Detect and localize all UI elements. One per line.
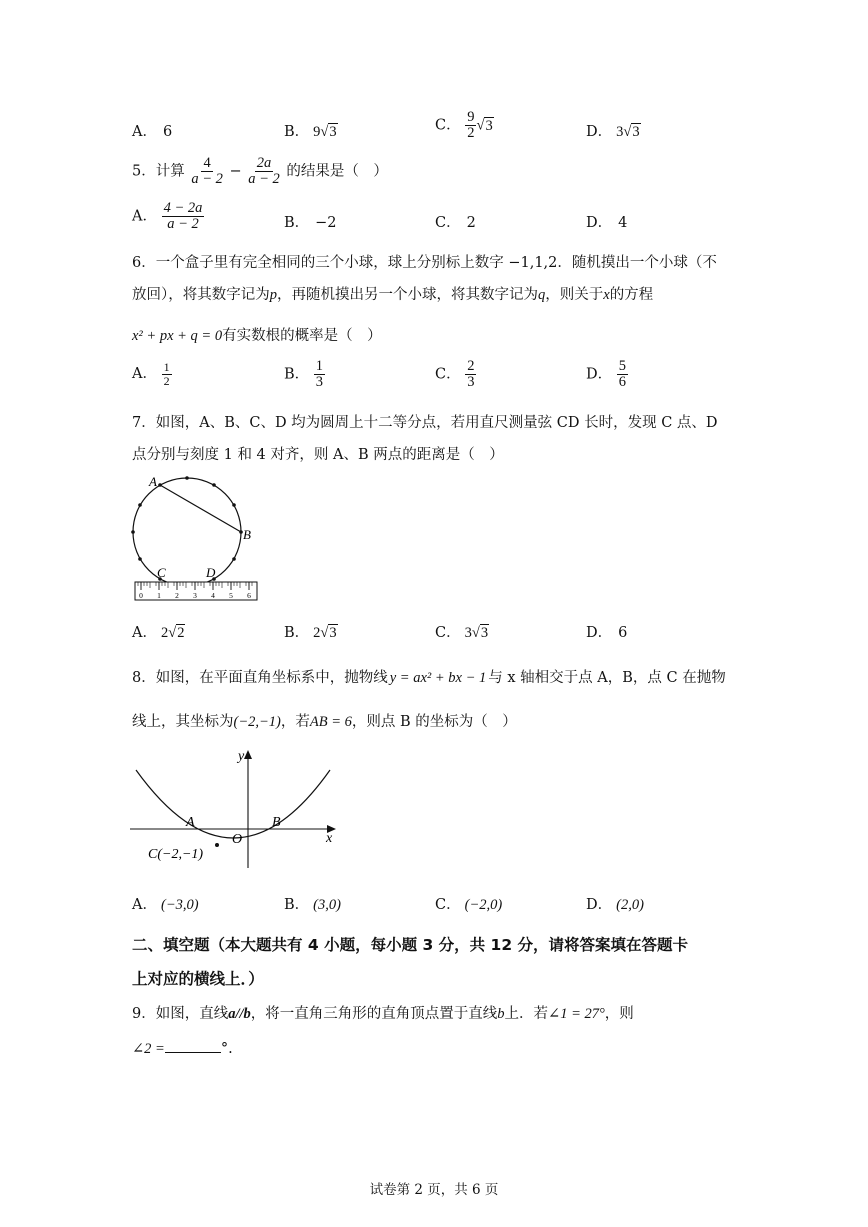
q8-label-a: A — [186, 815, 195, 830]
q8-label-c: C(−2,−1) — [148, 847, 204, 862]
q4-option-c: C． $\frac{9}{2}$ √3 — [435, 109, 493, 142]
q7-ruler-tick-3: 3 — [193, 591, 197, 600]
q8-option-c: C． (−2,0) — [435, 897, 503, 913]
q8-line1: 8．如图，在平面直角坐标系中，抛物线 y = ax² + bx − 1 与 x 轴相交于点 A，B，点 C 在抛物 — [132, 670, 726, 686]
q6-line3: x² + px + q = 0有实数根的概率是（ ） — [132, 328, 382, 344]
q8-label-y: y — [238, 749, 245, 764]
q6-line2: 放回），将其数字记为p，再随机摸出另一个小球，将其数字记为q，则关于x的方程 — [132, 287, 654, 303]
q6-option-d: D． $\frac{5}{6}$ — [586, 358, 626, 391]
section-2-heading-line2: 上对应的横线上．） — [132, 970, 264, 988]
q7-option-c: C． 3√3 — [435, 625, 489, 641]
q5-option-a: A． $\frac{4 - 2a}{a - 2}$ — [132, 200, 203, 233]
q6-option-b: B． $\frac{1}{3}$ — [284, 358, 324, 391]
q7-ruler-tick-1: 1 — [157, 591, 161, 600]
q5-stem: 5．计算 $\frac{4}{a - 2}$ − $\frac{2a}{a - 2}$ 的结果是（ ） — [132, 155, 388, 188]
q8-label-b: B — [272, 815, 281, 830]
q7-ruler-tick-5: 5 — [229, 591, 233, 600]
q7-option-b: B． 2√3 — [284, 625, 337, 641]
q7-line1: 7．如图，A、B、C、D 均为圆周上十二等分点，若用直尺测量弦 CD 长时，发现 C 点、D — [132, 415, 718, 431]
q8-option-d: D． (2,0) — [586, 897, 644, 913]
q8-y-axis-arrow — [244, 750, 252, 759]
q4-option-b: B． 9√3 — [284, 124, 337, 140]
q7-line2: 点分别与刻度 1 和 4 对齐，则 A、B 两点的距离是（ ） — [132, 447, 504, 463]
q4-option-a: A． 6 — [132, 124, 173, 140]
q7-circle — [133, 478, 241, 586]
q6-line1: 6．一个盒子里有完全相同的三个小球，球上分别标上数字 −1,1,2．随机摸出一个小球（不 — [132, 255, 717, 271]
page-footer: 试卷第 2 页，共 6 页 — [369, 1182, 499, 1198]
q8-option-b: B． (3,0) — [284, 897, 341, 913]
q8-label-x: x — [326, 831, 333, 846]
q5-option-b: B． −2 — [284, 215, 337, 231]
q8-parabola — [136, 770, 330, 838]
q7-option-d: D． 6 — [586, 625, 628, 641]
q8-point-c — [215, 843, 219, 847]
q8-line2: 线上，其坐标为(−2,−1)，若AB = 6，则点 B 的坐标为（ ） — [132, 714, 517, 730]
q7-label-b: B — [243, 527, 251, 542]
q5-option-d: D． 4 — [586, 215, 628, 231]
q8-option-a: A． (−3,0) — [132, 897, 199, 913]
q7-ruler-tick-2: 2 — [175, 591, 179, 600]
q7-label-d: D — [206, 565, 216, 580]
q4-option-d: D． 3√3 — [586, 124, 640, 140]
q6-option-a: A． $\frac{1}{2}$ — [132, 360, 170, 388]
section-2-heading-line1: 二、填空题（本大题共有 4 小题，每小题 3 分，共 12 分，请将答案填在答题卡 — [132, 936, 689, 954]
q5-option-c: C． 2 — [435, 215, 476, 231]
q6-option-c: C． $\frac{2}{3}$ — [435, 358, 475, 391]
q7-circle-figure — [124, 472, 264, 606]
q9-answer-blank[interactable] — [165, 1038, 221, 1053]
q7-option-a: A． 2√2 — [132, 625, 185, 641]
q7-ruler-tick-0: 0 — [139, 591, 143, 600]
q8-label-o: O — [232, 832, 243, 847]
q7-label-a: A — [149, 474, 157, 489]
q7-ruler-tick-6: 6 — [247, 591, 251, 600]
q9-line2: ∠2 = °. — [132, 1038, 233, 1058]
q7-ruler-tick-4: 4 — [211, 591, 215, 600]
q7-division-points — [131, 476, 243, 588]
q8-parabola-figure — [124, 744, 344, 872]
q7-chord-ab — [160, 485, 241, 532]
q7-label-c: C — [157, 565, 166, 580]
q9-line1: 9．如图，直线a//b，将一直角三角形的直角顶点置于直线b上．若∠1 = 27°，则 — [132, 1006, 634, 1022]
